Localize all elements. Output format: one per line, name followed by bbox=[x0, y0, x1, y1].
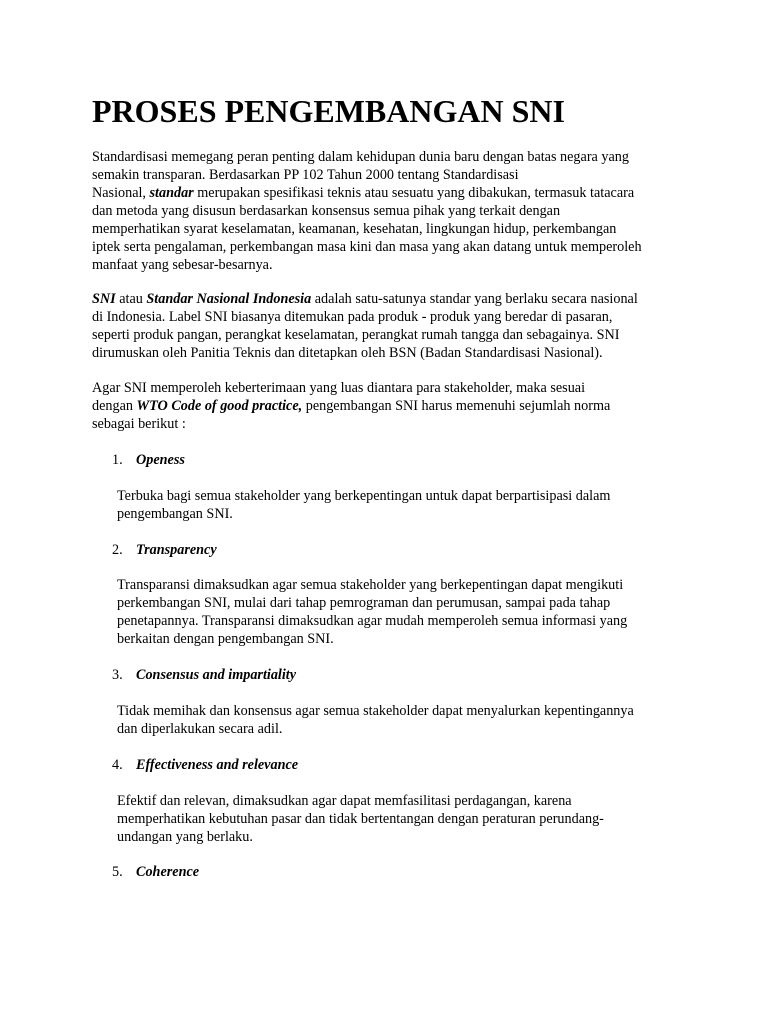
emphasis-standar: standar bbox=[149, 185, 194, 201]
text-line: penetapannya. Transparansi dimaksudkan agar mudah memperoleh semua informasi yang bbox=[117, 613, 628, 629]
text-line: sebagai berikut : bbox=[92, 416, 186, 432]
text-line: Terbuka bagi semua stakeholder yang berkepentingan untuk dapat berpartisipasi dalam bbox=[117, 488, 611, 504]
list-item-heading bbox=[112, 666, 296, 684]
list-item-description bbox=[117, 487, 677, 523]
text-line: perkembangan SNI, mulai dari tahap pemrograman dan perumusan, sampai pada tahap bbox=[117, 595, 611, 611]
list-number: 3. bbox=[112, 667, 123, 683]
text-line: berkaitan dengan pengembangan SNI. bbox=[117, 631, 334, 647]
wto-paragraph bbox=[92, 379, 692, 433]
text-line: memperhatikan kebutuhan pasar dan tidak bertentangan dengan peraturan perundang- bbox=[117, 811, 604, 827]
text-line: iptek serta pengalaman, perkembangan masa kini dan masa yang akan datang untuk memperoleh bbox=[92, 239, 642, 255]
text-line: Standardisasi memegang peran penting dalam kehidupan dunia baru dengan batas negara yang bbox=[92, 149, 629, 165]
text-span: Nasional, bbox=[92, 185, 150, 201]
text-line bbox=[92, 397, 692, 415]
text-span: merupakan spesifikasi teknis atau sesuatu yang dibakukan, termasuk tatacara bbox=[193, 185, 635, 201]
list-item-heading bbox=[112, 863, 199, 881]
sni-paragraph bbox=[92, 290, 692, 362]
text-line: semakin transparan. Berdasarkan PP 102 Tahun 2000 tentang Standardisasi bbox=[92, 167, 519, 183]
text-line: Tidak memihak dan konsensus agar semua stakeholder dapat menyalurkan kepentingannya bbox=[117, 703, 634, 719]
list-number: 1. bbox=[112, 452, 123, 468]
text-line: Agar SNI memperoleh keberterimaan yang luas diantara para stakeholder, maka sesuai bbox=[92, 380, 586, 396]
text-line: pengembangan SNI. bbox=[117, 506, 233, 522]
emphasis-wto: WTO Code of good practice, bbox=[136, 398, 303, 414]
text-line bbox=[92, 290, 692, 308]
emphasis-standar-nasional: Standar Nasional Indonesia bbox=[146, 291, 312, 307]
text-line: Transparansi dimaksudkan agar semua stakeholder yang berkepentingan dapat mengikuti bbox=[117, 577, 624, 593]
text-line: di Indonesia. Label SNI biasanya ditemukan pada produk - produk yang beredar di pasaran, bbox=[92, 309, 613, 325]
text-line: dirumuskan oleh Panitia Teknis dan ditetapkan oleh BSN (Badan Standardisasi Nasional). bbox=[92, 345, 603, 361]
list-item-title: Coherence bbox=[136, 864, 200, 880]
list-item-description bbox=[117, 576, 677, 648]
list-item-description bbox=[117, 702, 677, 738]
text-span: atau bbox=[115, 291, 147, 307]
text-line: memperhatikan syarat keselamatan, keamanan, kesehatan, lingkungan hidup, perkembangan bbox=[92, 221, 617, 237]
text-span: pengembangan SNI harus memenuhi sejumlah norma bbox=[302, 398, 611, 414]
text-line: undangan yang berlaku. bbox=[117, 829, 253, 845]
text-line: Efektif dan relevan, dimaksudkan agar dapat memfasilitasi perdagangan, karena bbox=[117, 793, 572, 809]
intro-paragraph bbox=[92, 148, 692, 274]
list-item-title: Effectiveness and relevance bbox=[136, 757, 299, 773]
list-item-title: Transparency bbox=[136, 542, 217, 558]
list-item-heading bbox=[112, 451, 185, 469]
list-item-title: Consensus and impartiality bbox=[136, 667, 297, 683]
text-line: manfaat yang sebesar-besarnya. bbox=[92, 257, 273, 273]
text-span: adalah satu-satunya standar yang berlaku secara nasional bbox=[311, 291, 638, 307]
text-span: dengan bbox=[92, 398, 137, 414]
text-line: dan diperlakukan secara adil. bbox=[117, 721, 283, 737]
text-line: seperti produk pangan, perangkat keselamatan, perangkat rumah tangga dan sebagainya. SNI bbox=[92, 327, 620, 343]
text-line: dan metoda yang disusun berdasarkan konsensus semua pihak yang terkait dengan bbox=[92, 203, 561, 219]
list-number: 2. bbox=[112, 542, 123, 558]
document-title: PROSES PENGEMBANGAN SNI bbox=[92, 93, 565, 129]
list-item-heading bbox=[112, 541, 217, 559]
list-number: 4. bbox=[112, 757, 123, 773]
list-number: 5. bbox=[112, 864, 123, 880]
text-line bbox=[92, 184, 692, 202]
list-item-heading bbox=[112, 756, 298, 774]
list-item-title: Openess bbox=[136, 452, 185, 468]
list-item-description bbox=[117, 792, 677, 846]
emphasis-sni: SNI bbox=[92, 291, 116, 307]
